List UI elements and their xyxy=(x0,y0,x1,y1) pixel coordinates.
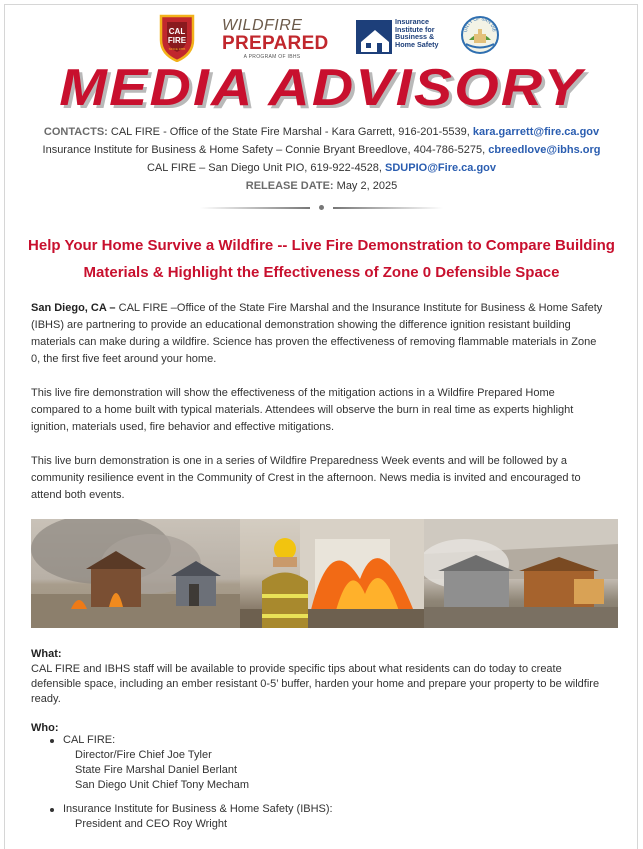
paragraph-3: This live burn demonstration is one in a series of Wildfire Preparedness Week events and will be followed by a community resilience event in the Community of Crest in the afternoon. News media is invited and encouraged to attend both events. xyxy=(31,455,581,501)
cal-fire-logo xyxy=(158,14,196,62)
who-person: President and CEO Roy Wright xyxy=(75,818,228,830)
who-person: Director/Fire Chief Joe Tyler xyxy=(75,749,212,761)
wildfire-prepared-top: WILDFIRE xyxy=(222,17,303,34)
contact-1-text: CAL FIRE - Office of the State Fire Marshal - Kara Garrett, 916-201-5539, xyxy=(110,126,470,138)
svg-text:FIRE: FIRE xyxy=(167,36,187,45)
logo-bar xyxy=(0,12,643,62)
contacts-block xyxy=(0,123,643,195)
who-org: Insurance Institute for Business & Home Safety (IBHS): xyxy=(63,803,333,815)
contact-2-text: Insurance Institute for Business & Home Safety – Connie Bryant Breedlove, 404-786-5275, xyxy=(42,144,486,156)
svg-text:SINCE 1885: SINCE 1885 xyxy=(168,47,186,51)
release-date-label: RELEASE DATE: xyxy=(245,180,334,192)
who-heading: Who: xyxy=(31,722,59,734)
photo-burning-shed xyxy=(31,519,240,628)
wildfire-prepared-main: PREPARED xyxy=(222,33,329,54)
photo-comparison-homes xyxy=(424,519,618,628)
wildfire-prepared-logo xyxy=(222,17,329,62)
page-title: MEDIA ADVISORY xyxy=(59,59,584,117)
paragraph-1-text: CAL FIRE –Office of the State Fire Marshal and the Insurance Institute for Business & Home Safety (IBHS) are partnering to provide an educational demonstration showing the difference ignition resistant building materials can make during a wildfire. Science has proven the effectiveness of removing flammable materials in Zone 0, the first five feet around your home. xyxy=(31,302,603,365)
bullet-icon xyxy=(50,739,54,743)
section-divider xyxy=(200,206,443,210)
who-org: CAL FIRE: xyxy=(63,734,116,746)
contact-2-email-link[interactable]: cbreedlove@ibhs.org xyxy=(488,144,601,156)
svg-text:COUNTY OF SAN DIEGO: UNTY OF SAN DIE xyxy=(462,15,497,33)
who-person: State Fire Marshal Daniel Berlant xyxy=(75,764,238,776)
ibhs-house-icon xyxy=(355,16,395,56)
photo-strip xyxy=(31,519,618,628)
contact-3-text: CAL FIRE – San Diego Unit PIO, 619-922-4528, xyxy=(146,162,382,174)
contact-1-email-link[interactable]: kara.garrett@fire.ca.gov xyxy=(472,126,600,138)
release-date-line xyxy=(0,177,643,195)
contact-line-1 xyxy=(0,123,643,141)
svg-text:CAL: CAL xyxy=(168,27,186,36)
photo-firefighter xyxy=(240,519,424,628)
ibhs-logo xyxy=(355,16,439,58)
san-diego-county-seal xyxy=(460,14,500,56)
ibhs-name: Insurance Institute for Business & Home Safety xyxy=(395,17,439,49)
who-group-cal-fire xyxy=(50,733,249,793)
paragraph-1 xyxy=(31,300,603,368)
wildfire-prepared-tagline: A PROGRAM OF IBHS xyxy=(243,54,301,60)
headline: Help Your Home Survive a Wildfire -- Live Fire Demonstration to Compare Building Materials & Highlight the Effectiveness of Zone 0 Defensible Space xyxy=(28,237,615,281)
release-date-value: May 2, 2025 xyxy=(336,180,398,192)
what-heading: What: xyxy=(31,648,62,660)
contacts-label: CONTACTS: xyxy=(43,126,108,138)
contact-line-2 xyxy=(0,141,643,159)
contact-line-3 xyxy=(0,159,643,177)
what-text: CAL FIRE and IBHS staff will be available to provide specific tips about what residents can do today to create defensible space, including an ember resistant 0-5’ buffer, harden your home and prepare your property to be wildfire ready. xyxy=(31,663,600,705)
who-group-ibhs xyxy=(50,802,333,832)
dateline: San Diego, CA – xyxy=(31,302,116,314)
paragraph-2: This live fire demonstration will show the effectiveness of the mitigation actions in a Wildfire Prepared Home compared to a home built with typical materials. Attendees will observe the burn in real time as experts highlight ignition, materials used, fire behavior and effective mitigations. xyxy=(31,387,574,433)
who-person: San Diego Unit Chief Tony Mecham xyxy=(75,779,250,791)
contact-3-email-link[interactable]: SDUPIO@Fire.ca.gov xyxy=(385,162,497,174)
bullet-icon xyxy=(50,808,54,812)
